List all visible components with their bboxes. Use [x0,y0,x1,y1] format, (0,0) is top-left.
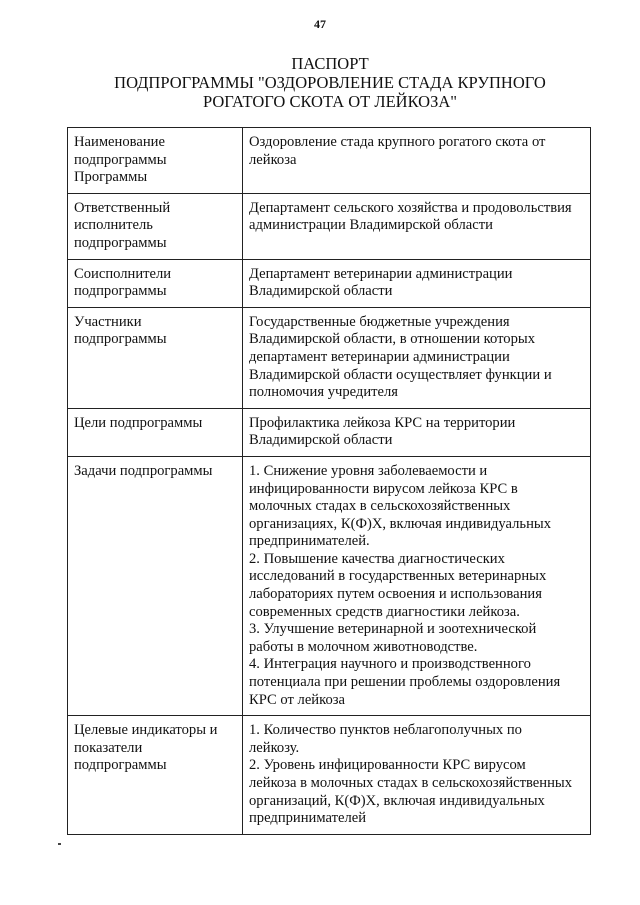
row-value-line: исследований в государственных ветеринарных [249,568,547,585]
passport-row [68,456,591,715]
row-value-line: лейкозу. [249,739,300,756]
page-number: 47 [314,17,326,31]
row-value-line: 2. Уровень инфицированности КРС вирусом [249,757,526,774]
row-value-line: 3. Улучшение ветеринарной и зоотехнической [249,621,537,638]
row-value-line: организациях, К(Ф)Х, включая индивидуальных [249,515,551,532]
row-value-line: 1. Количество пунктов неблагополучных по [249,722,522,739]
row-value-cell [243,716,591,835]
row-label-line: Соисполнители [74,265,172,282]
row-value-line: Департамент ветеринарии администрации [249,265,513,282]
row-label-cell [68,456,243,715]
row-label-cell [68,193,243,259]
row-value-line: Профилактика лейкоза КРС на территории [249,414,516,431]
row-label-line: подпрограммы [74,151,167,168]
passport-table [67,127,591,835]
passport-row [68,193,591,259]
row-value-line: лейкоза в молочных стадах в сельскохозяйственных [249,775,572,791]
row-label-cell [68,128,243,194]
row-label-cell [68,307,243,408]
row-value-line: администрации Владимирской области [249,217,493,234]
document-title [60,54,600,111]
row-value-line: Владимирской области [249,432,393,449]
row-label-line: Участники [74,313,142,330]
row-value-line: молочных стадах в сельскохозяйственных [249,498,511,515]
row-value-line: современных средств диагностики лейкоза. [249,603,520,620]
row-label-cell [68,259,243,307]
row-value-line: Владимирской области, в отношении которых [249,331,535,348]
row-value-line: Владимирской области осуществляет функции и [249,366,552,383]
row-value-cell [243,128,591,194]
row-value-line: Оздоровление стада крупного рогатого скота от [249,134,546,150]
row-label-line: Наименование [74,134,165,150]
row-value-line: потенциала при решении проблемы оздоровления [249,674,561,691]
row-value-line: инфицированности вирусом лейкоза КРС в [249,480,518,497]
title-line-2: ПОДПРОГРАММЫ "ОЗДОРОВЛЕНИЕ СТАДА КРУПНОГО [114,73,546,92]
row-value-line: организаций, К(Ф)Х, включая индивидуальных [249,792,545,809]
row-label-line: исполнитель [74,217,153,234]
passport-row [68,259,591,307]
title-line-3: РОГАТОГО СКОТА ОТ ЛЕЙКОЗА" [203,92,457,111]
row-label-cell [68,716,243,835]
row-value-cell [243,456,591,715]
row-value-line: 4. Интеграция научного и производственного [249,656,531,673]
row-label-line: Цели подпрограммы [74,414,203,431]
passport-row [68,408,591,456]
passport-row [68,128,591,194]
passport-table-body [68,128,591,835]
row-label-line: Ответственный [74,199,171,216]
row-value-line: департамент ветеринарии администрации [249,348,510,365]
row-label-line: показатели [74,739,143,756]
passport-row [68,716,591,835]
row-value-line: 1. Снижение уровня заболеваемости и [249,462,488,479]
row-value-line: предпринимателей. [249,533,370,550]
passport-row [68,307,591,408]
row-value-line: Департамент сельского хозяйства и продовольствия [249,199,572,216]
row-value-line: 2. Повышение качества диагностических [249,550,505,567]
row-label-line: Целевые индикаторы и [74,722,218,739]
row-value-line: лабораториях путем освоения и использования [249,586,542,603]
row-value-cell [243,259,591,307]
row-label-line: подпрограммы [74,283,167,300]
row-value-line: работы в молочном животноводстве. [249,638,478,655]
row-value-line: лейкоза [249,151,297,168]
row-label-line: Задачи подпрограммы [74,462,213,479]
row-label-line: подпрограммы [74,234,167,251]
row-value-line: КРС от лейкоза [249,691,345,708]
title-line-1: ПАСПОРТ [291,54,369,73]
row-label-line: подпрограммы [74,757,167,774]
row-value-line: предпринимателей [249,810,367,827]
row-value-line: полномочия учредителя [249,384,398,401]
row-value-cell [243,193,591,259]
row-label-line: Программы [74,169,148,186]
row-value-cell [243,408,591,456]
scan-speck [58,843,61,845]
row-value-cell [243,307,591,408]
row-label-line: подпрограммы [74,331,167,348]
row-label-cell [68,408,243,456]
row-value-line: Владимирской области [249,283,393,300]
row-value-line: Государственные бюджетные учреждения [249,313,510,330]
